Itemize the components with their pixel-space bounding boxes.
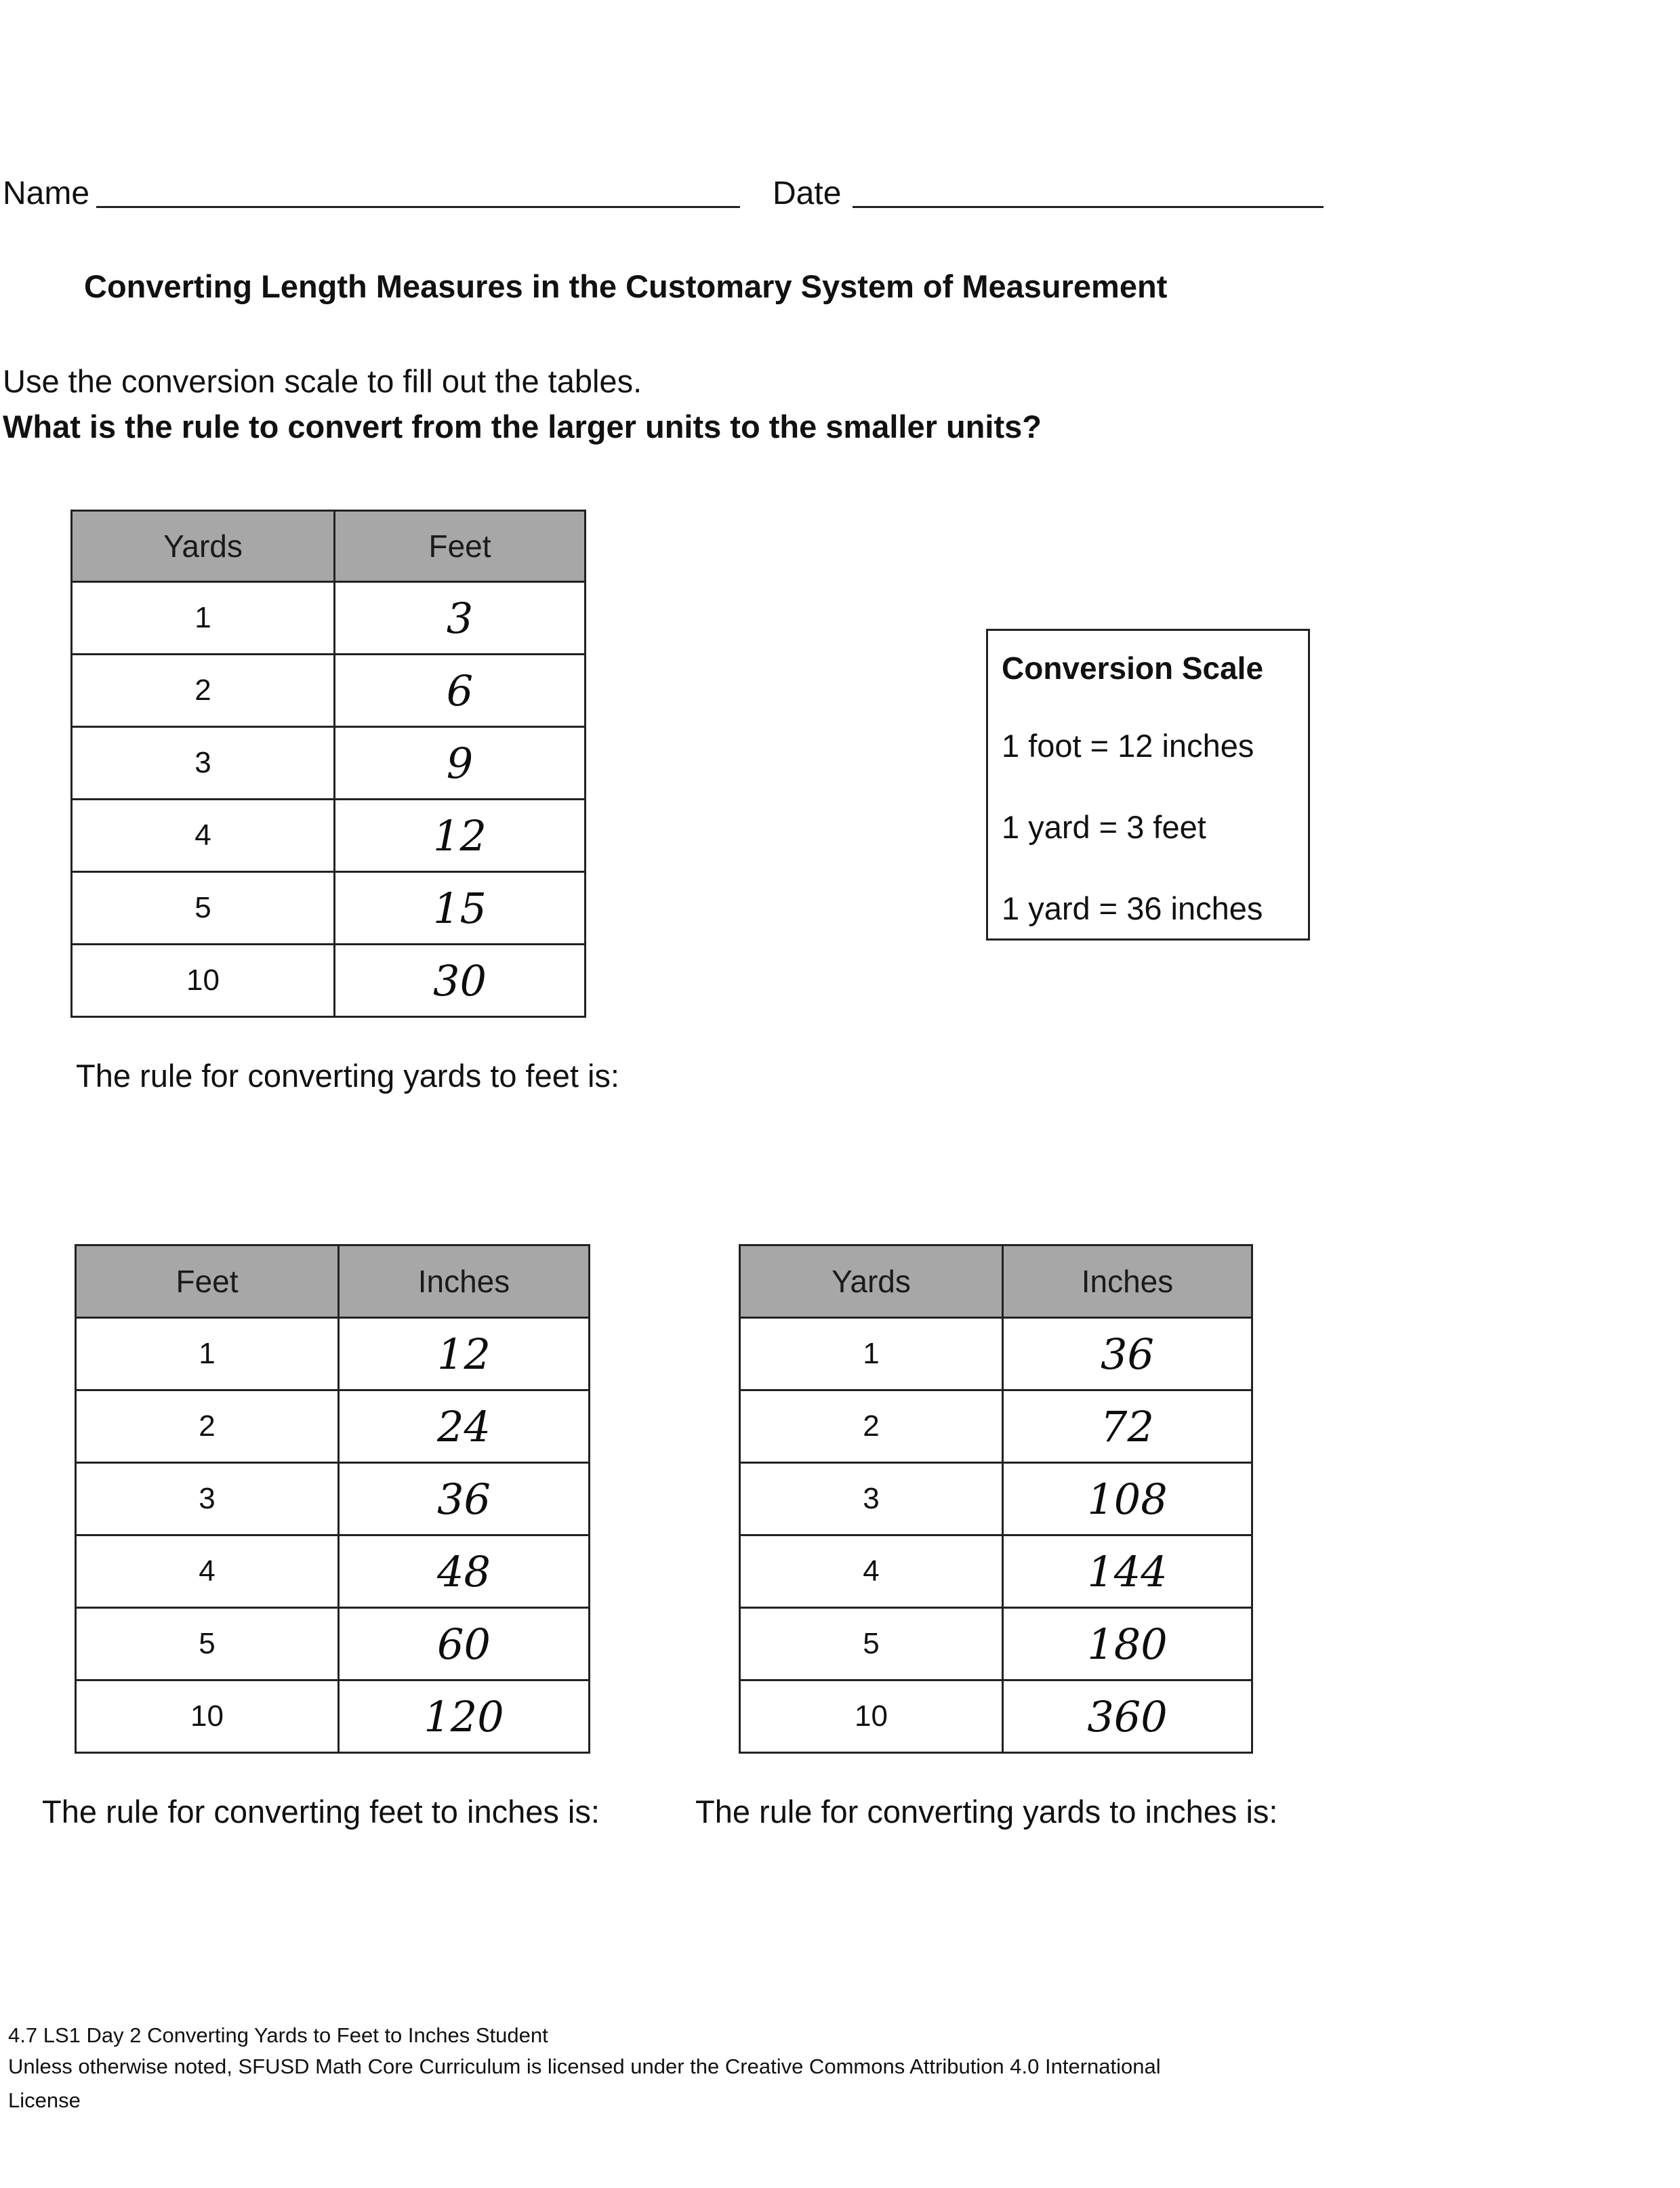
inches-answer-cell[interactable]: 12 xyxy=(339,1318,590,1390)
conversion-yard-feet: 1 yard = 3 feet xyxy=(1002,809,1206,845)
date-field-line[interactable] xyxy=(853,206,1324,208)
table-row xyxy=(72,727,586,800)
conversion-yard-inches: 1 yard = 36 inches xyxy=(1002,890,1263,926)
footer-lesson-title: 4.7 LS1 Day 2 Converting Yards to Feet to Inches Student xyxy=(8,2023,548,2047)
column-header-inches: Inches xyxy=(1003,1245,1252,1318)
inches-answer-cell[interactable]: 36 xyxy=(339,1463,590,1535)
yards-cell: 10 xyxy=(740,1680,1003,1753)
inches-answer-cell[interactable]: 48 xyxy=(339,1535,590,1608)
feet-answer-cell[interactable]: 3 xyxy=(335,582,586,655)
feet-cell: 10 xyxy=(76,1680,339,1753)
table-row xyxy=(740,1535,1252,1608)
yards-cell: 10 xyxy=(72,945,335,1017)
column-header-feet: Feet xyxy=(335,511,586,582)
conversion-scale-box xyxy=(986,629,1310,941)
yards-to-inches-table xyxy=(739,1244,1253,1754)
feet-answer-cell[interactable]: 15 xyxy=(335,872,586,945)
column-header-feet: Feet xyxy=(76,1245,339,1318)
inches-answer-cell[interactable]: 24 xyxy=(339,1390,590,1463)
inches-answer-cell[interactable]: 72 xyxy=(1003,1390,1252,1463)
yards-cell: 4 xyxy=(740,1535,1003,1608)
name-label: Name xyxy=(3,176,90,211)
question-text: What is the rule to convert from the larger units to the smaller units? xyxy=(3,409,1042,445)
table-row xyxy=(72,582,586,655)
feet-to-inches-table xyxy=(75,1244,590,1754)
inches-answer-cell[interactable]: 36 xyxy=(1003,1318,1252,1390)
table-row xyxy=(72,945,586,1017)
feet-cell: 4 xyxy=(76,1535,339,1608)
inches-answer-cell[interactable]: 180 xyxy=(1003,1608,1252,1680)
table-row xyxy=(76,1318,590,1390)
yards-cell: 2 xyxy=(72,655,335,727)
rule-feet-to-inches: The rule for converting feet to inches is: xyxy=(42,1794,600,1830)
inches-answer-cell[interactable]: 360 xyxy=(1003,1680,1252,1753)
feet-answer-cell[interactable]: 6 xyxy=(335,655,586,727)
column-header-yards: Yards xyxy=(740,1245,1003,1318)
column-header-yards: Yards xyxy=(72,511,335,582)
yards-cell: 4 xyxy=(72,800,335,872)
table-row xyxy=(76,1680,590,1753)
table-row xyxy=(72,800,586,872)
table-row xyxy=(76,1608,590,1680)
feet-cell: 2 xyxy=(76,1390,339,1463)
inches-answer-cell[interactable]: 60 xyxy=(339,1608,590,1680)
yards-to-feet-table xyxy=(70,510,586,1018)
yards-cell: 3 xyxy=(740,1463,1003,1535)
instructions-text: Use the conversion scale to fill out the tables. xyxy=(3,363,642,399)
feet-cell: 1 xyxy=(76,1318,339,1390)
feet-answer-cell[interactable]: 30 xyxy=(335,945,586,1017)
column-header-inches: Inches xyxy=(339,1245,590,1318)
rule-yards-to-feet: The rule for converting yards to feet is: xyxy=(76,1058,619,1094)
table-row xyxy=(740,1680,1252,1753)
table-row xyxy=(740,1608,1252,1680)
name-field-line[interactable] xyxy=(96,206,740,208)
feet-answer-cell[interactable]: 12 xyxy=(335,800,586,872)
table-row xyxy=(740,1318,1252,1390)
conversion-foot-inches: 1 foot = 12 inches xyxy=(1002,728,1254,764)
feet-answer-cell[interactable]: 9 xyxy=(335,727,586,800)
yards-cell: 1 xyxy=(72,582,335,655)
footer-license-text: Unless otherwise noted, SFUSD Math Core Curriculum is licensed under the Creative Commons Attribution 4.0 International xyxy=(8,2055,1161,2078)
inches-answer-cell[interactable]: 144 xyxy=(1003,1535,1252,1608)
table-row xyxy=(76,1463,590,1535)
footer-license-text-cont: License xyxy=(8,2088,81,2112)
table-row xyxy=(76,1535,590,1608)
inches-answer-cell[interactable]: 120 xyxy=(339,1680,590,1753)
date-label: Date xyxy=(773,176,842,211)
table-row xyxy=(740,1463,1252,1535)
feet-cell: 5 xyxy=(76,1608,339,1680)
table-row xyxy=(740,1390,1252,1463)
table-row xyxy=(72,872,586,945)
yards-cell: 3 xyxy=(72,727,335,800)
yards-cell: 5 xyxy=(740,1608,1003,1680)
table-row xyxy=(76,1390,590,1463)
feet-cell: 3 xyxy=(76,1463,339,1535)
inches-answer-cell[interactable]: 108 xyxy=(1003,1463,1252,1535)
yards-cell: 1 xyxy=(740,1318,1003,1390)
rule-yards-to-inches: The rule for converting yards to inches is: xyxy=(695,1794,1278,1830)
yards-cell: 5 xyxy=(72,872,335,945)
worksheet-title: Converting Length Measures in the Customary System of Measurement xyxy=(84,268,1168,304)
table-row xyxy=(72,655,586,727)
yards-cell: 2 xyxy=(740,1390,1003,1463)
conversion-scale-title: Conversion Scale xyxy=(1002,651,1264,686)
